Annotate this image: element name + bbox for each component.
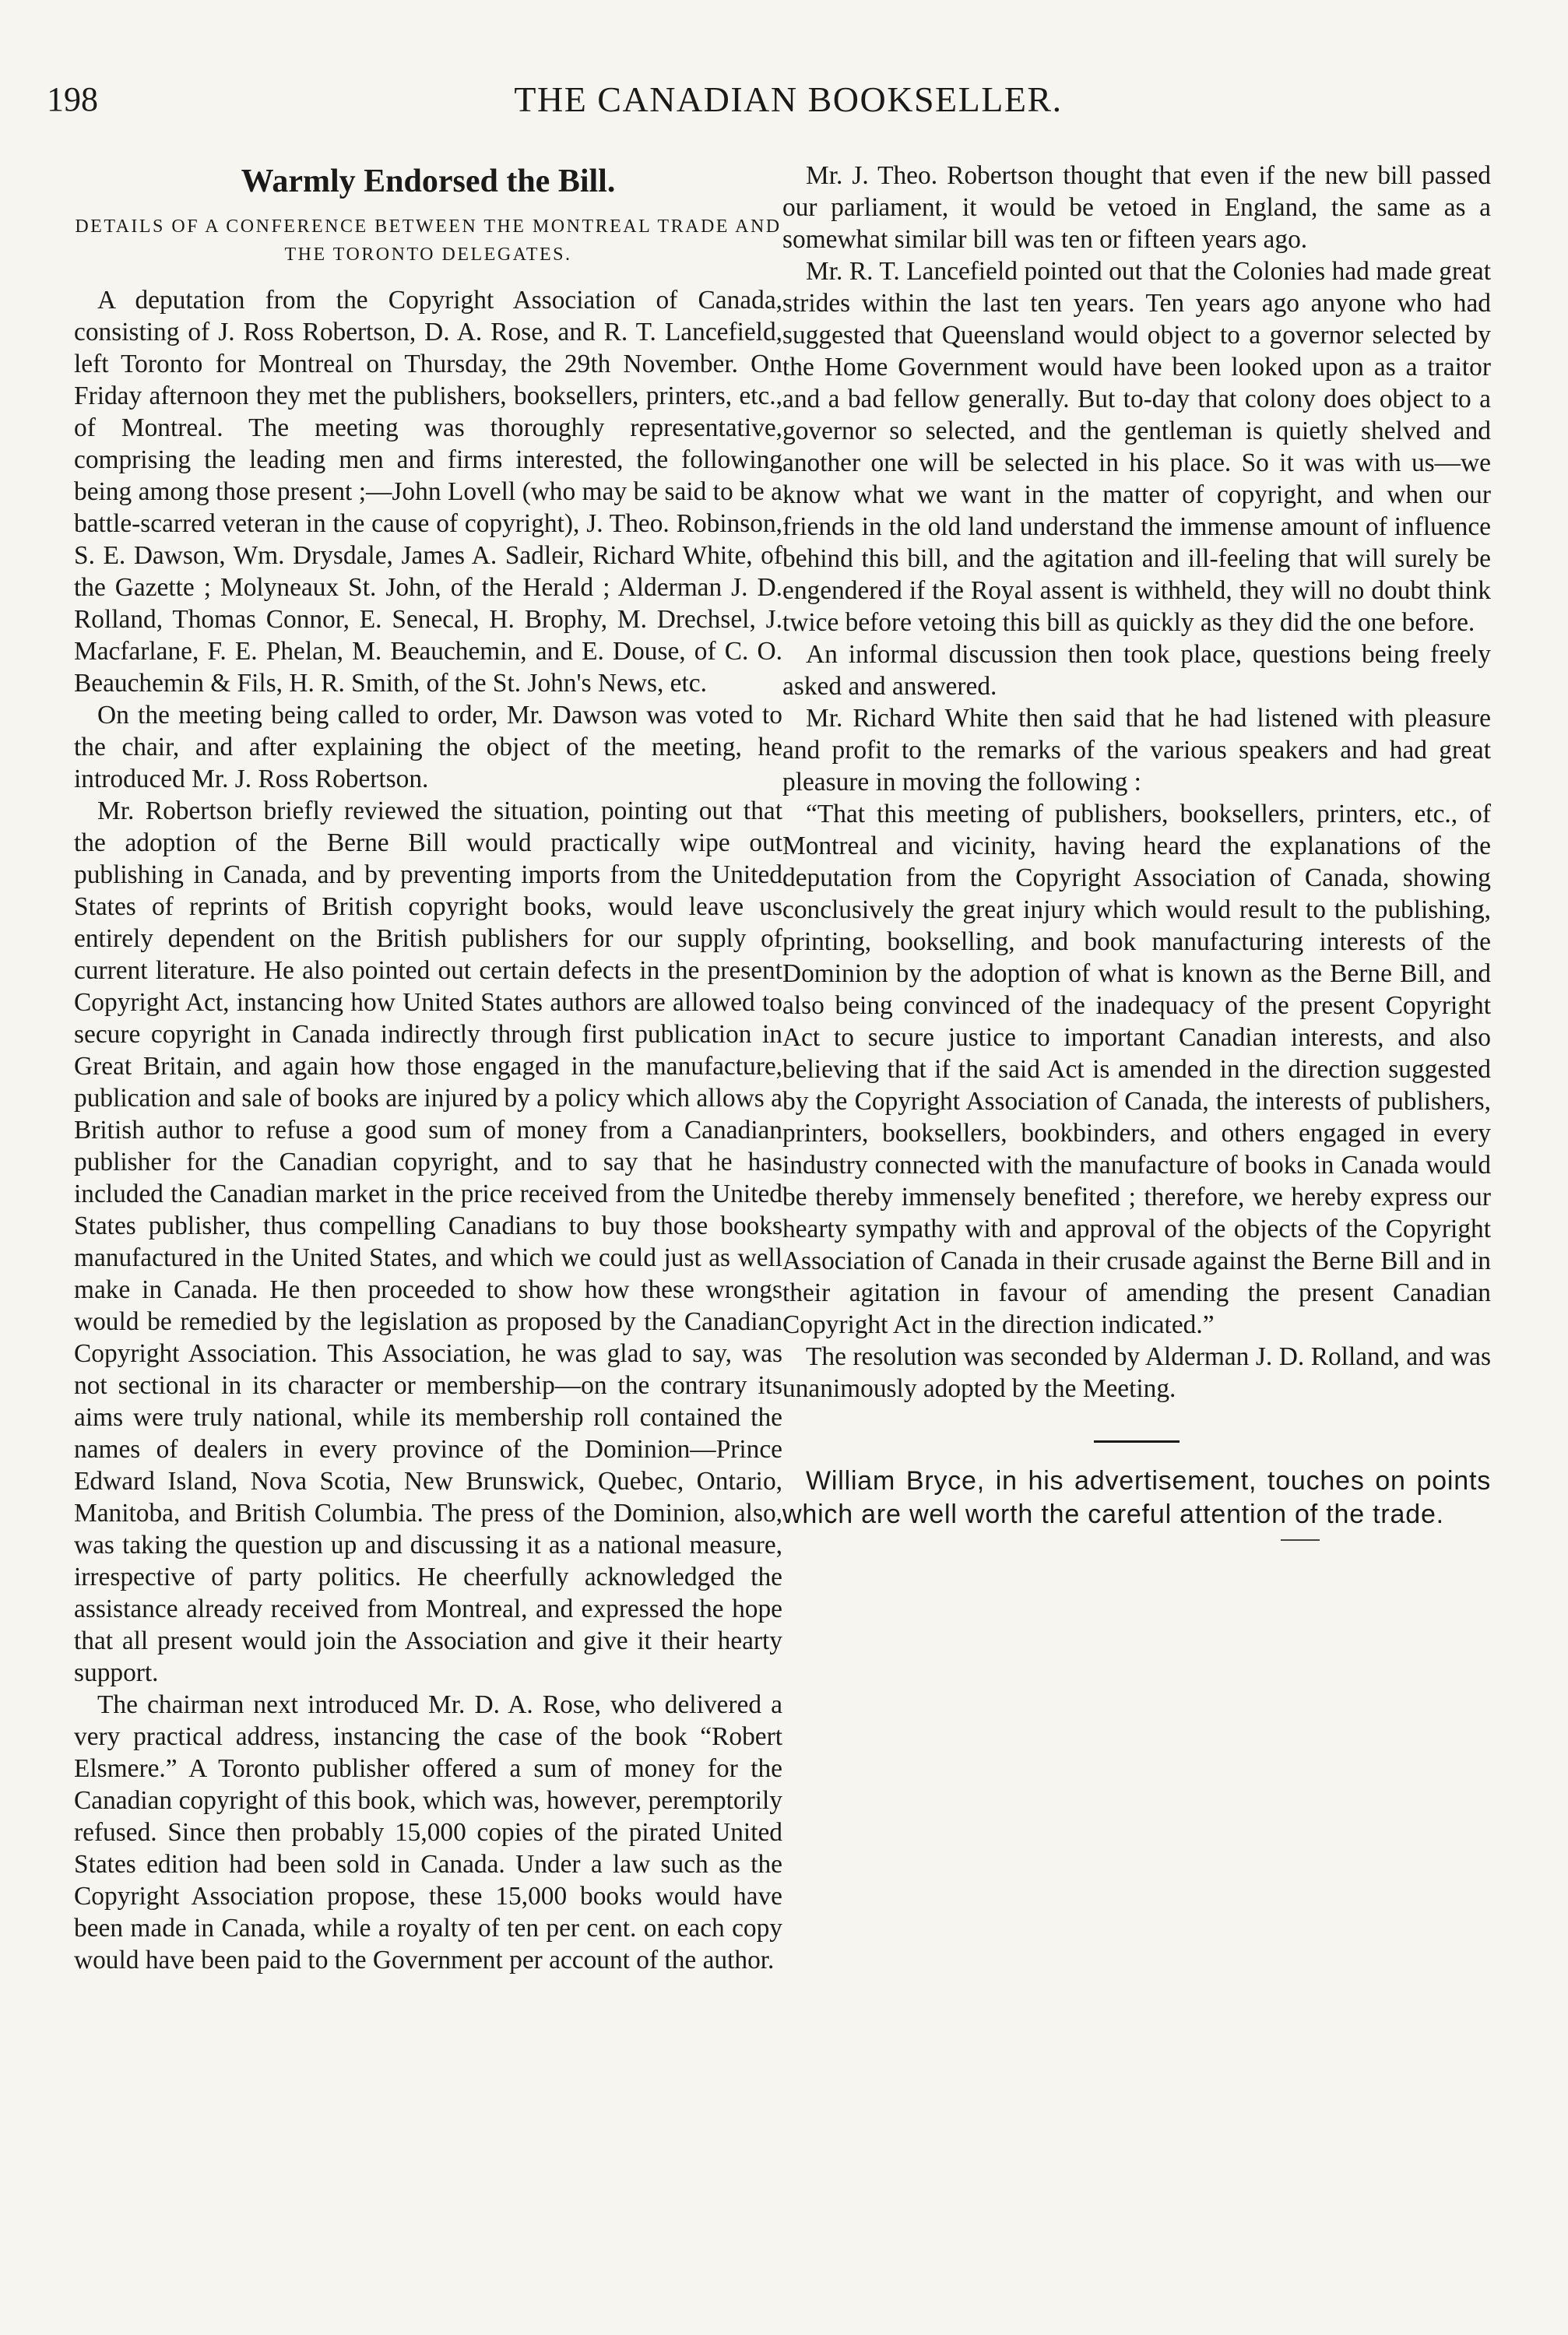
article-headline: Warmly Endorsed the Bill.	[241, 164, 616, 199]
bryce-note: William Bryce, in his advertisement, touches on points which are well worth the careful attention of the trade.	[782, 1466, 1491, 1529]
paragraph-robertson-review: Mr. Robertson briefly reviewed the situation, pointing out that the adoption of the Berne Bill would practically wipe out publishing in Canada, and by preventing imports from the United States of reprints of British copyright books, would leave us entirely dependent on the British publishers for our supply of current literature. He also pointed out certain defects in the present Copyright Act, instancing how United States authors are allowed to secure copyright in Canada indirectly through first publication in Great Britain, and again how those engaged in the manufacture, publication and sale of books are injured by a policy which allows a British author to refuse a good sum of money from a Canadian publisher for the Canadian copyright, and to say that he has included the Canadian market in the price received from the United States publisher, thus compelling Canadians to buy those books manufactured in the United States, and which we could just as well make in Canada. He then proceeded to show how these wrongs would be remedied by the legislation as proposed by the Canadian Copyright Association. This Association, he was glad to say, was not sectional in its character or membership—on the contrary its aims were truly national, while its membership roll contained the names of dealers in every province of the Dominion—Prince Edward Island, Nova Scotia, New Brunswick, Quebec, Ontario, Manitoba, and British Columbia. The press of the Dominion, also, was taking the question up and discussing it as a national measure, irrespective of party politics. He cheerfully acknowledged the assistance already received from Montreal, and expressed the hope that all present would join the Association and give it their hearty support.	[74, 797, 782, 1687]
paragraph-deputation: A deputation from the Copyright Association of Canada, consisting of J. Ross Robertson, D. A. Rose, and R. T. Lancefield, left Toronto for Montreal on Thursday, the 29th November. On Friday afternoon they met the publishers, booksellers, printers, etc., of Montreal. The meeting was thoroughly representative, comprising the leading men and firms interested, the following being among those present ;—John Lovell (who may be said to be a battle-scarred veteran in the cause of copyright), J. Theo. Robinson, S. E. Dawson, Wm. Drysdale, James A. Sadleir, Richard White, of the Gazette ; Molyneaux St. John, of the Herald ; Alderman J. D. Rolland, Thomas Connor, E. Senecal, H. Brophy, M. Drechsel, J. Macfarlane, F. E. Phelan, M. Beauchemin, and E. Douse, of C. O. Beauchemin & Fils, H. R. Smith, of the St. John's News, etc.	[74, 286, 782, 698]
paragraph-richard-white: Mr. Richard White then said that he had listened with pleasure and profit to the remarks of the various speakers and had great pleasure in moving the following :	[782, 704, 1491, 797]
paragraph-lancefield: Mr. R. T. Lancefield pointed out that the Colonies had made great strides within the last ten years. Ten years ago anyone who had suggested that Queensland would object to a governor selected by the Home Government would have been looked upon as a traitor and a bad fellow generally. But to-day that colony does object to a governor so selected, and the gentleman is quietly shelved and another one will be selected in his place. So it was with us—we know what we want in the matter of copyright, and when our friends in the old land understand the immense amount of influence behind this bill, and the agitation and ill-feeling that will surely be engendered if the Royal assent is withheld, they will no doubt think twice before vetoing this bill as quickly as they did the one before.	[782, 257, 1491, 637]
journal-title: THE CANADIAN BOOKSELLER.	[514, 79, 1063, 119]
paragraph-rose-address: The chairman next introduced Mr. D. A. Rose, who delivered a very practical address, instancing the case of the book “Robert Elsmere.” A Toronto publisher offered a sum of money for the Canadian copyright of this book, which was, however, peremptorily refused. Since then probably 15,000 copies of the pirated United States edition had been sold in Canada. Under a law such as the Copyright Association propose, these 15,000 books would have been made in Canada, while a royalty of ten per cent. on each copy would have been paid to the Government per account of the author.	[74, 1690, 782, 1975]
page-number: 198	[47, 80, 98, 118]
paragraph-theo-robertson: Mr. J. Theo. Robertson thought that even if the new bill passed our parliament, it would be vetoed in England, the same as a somewhat similar bill was ten or fifteen years ago.	[782, 161, 1491, 254]
paragraph-discussion: An informal discussion then took place, questions being freely asked and answered.	[782, 640, 1491, 701]
paragraph-seconded: The resolution was seconded by Alderman J. D. Rolland, and was unanimously adopted by the Meeting.	[782, 1342, 1491, 1403]
paragraph-resolution: “That this meeting of publishers, booksellers, printers, etc., of Montreal and vicinity, having heard the explanations of the deputation from the Copyright Association of Canada, showing conclusively the great injury which would result to the publishing, printing, bookselling, and book manufacturing interests of the Dominion by the adoption of what is known as the Berne Bill, and also being convinced of the inadequacy of the present Copyright Act to secure justice to important Canadian interests, and also believing that if the said Act is amended in the direction suggested by the Copyright Association of Canada, the interests of publishers, printers, booksellers, bookbinders, and others engaged in every industry connected with the manufacture of books in Canada would be thereby immensely benefited ; therefore, we hereby express our hearty sympathy with and approval of the objects of the Copyright Association of Canada in their crusade against the Berne Bill and in their agitation in favour of amending the present Canadian Copyright Act in the direction indicated.”	[782, 800, 1491, 1339]
right-column	[782, 160, 1491, 1541]
running-head	[47, 75, 1530, 125]
section-divider	[1094, 1440, 1180, 1443]
end-rule	[1281, 1539, 1320, 1541]
article-subheadline: DETAILS OF A CONFERENCE BETWEEN THE MONTREAL TRADE AND THE TORONTO DELEGATES.	[75, 216, 782, 265]
left-column	[74, 160, 782, 1976]
paragraph-meeting-called: On the meeting being called to order, Mr. Dawson was voted to the chair, and after explaining the object of the meeting, he introduced Mr. J. Ross Robertson.	[74, 701, 782, 793]
